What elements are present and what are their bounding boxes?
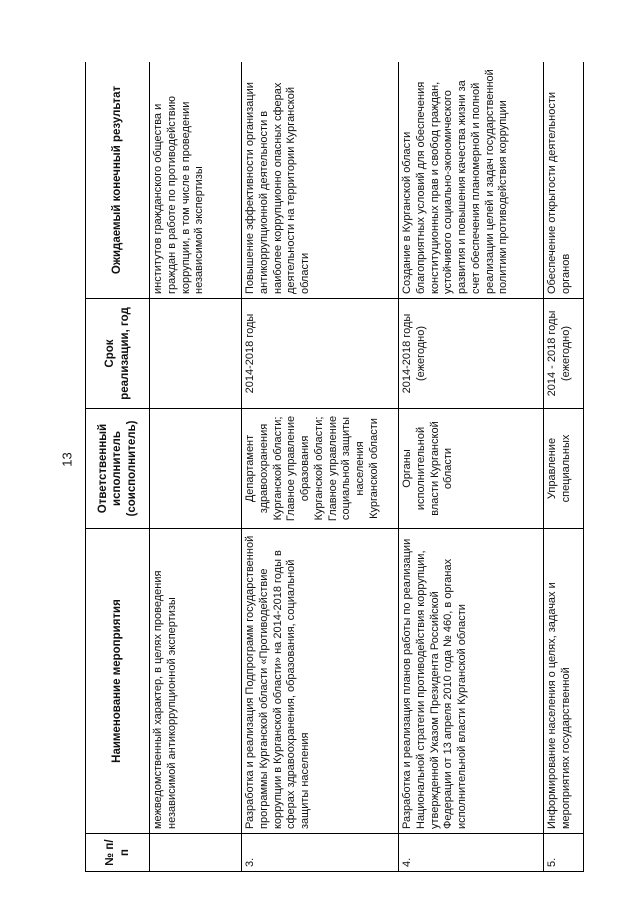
measures-table — [85, 62, 584, 872]
cell-executor: Департамент здравоохранения Курганской области; Главное управление образования Курганской области; Главное управление социальной защиты населения Курганской области — [242, 409, 399, 529]
cell-name: межведомственный характер, в целях проведения независимой антикоррупционной экспертизы — [150, 529, 242, 834]
cell-term: 2014-2018 годы — [242, 299, 399, 409]
cell-result: Создание в Курганской области благоприятных условий для обеспечения конституционных прав и свобод граждан, устойчивого социально-экономического развития и повышения качества жизни за счет обеспечения планомерной и полной реализации целей и задач государственной политики противодействия коррупции — [399, 62, 544, 299]
cell-num: 5. — [544, 834, 584, 872]
cell-num: 3. — [242, 834, 399, 872]
page-number: 13 — [59, 452, 75, 467]
header-term: Срок реализации, год — [86, 299, 150, 409]
cell-executor: Органы исполнительной власти Курганской области — [399, 409, 544, 529]
cell-num: 4. — [399, 834, 544, 872]
cell-name: Информирование населения о целях, задачах и мероприятиях государственной — [544, 529, 584, 834]
cell-executor: Управление специальных — [544, 409, 584, 529]
table-header-row — [86, 62, 150, 872]
cell-term — [150, 299, 242, 409]
cell-name: Разработка и реализация Подпрограмм государственной программы Курганской области «Противодействие коррупции в Курганской области» на 2014-2018 годы в сферах здравоохранения, образования, социальной защиты населения — [242, 529, 399, 834]
header-result: Ожидаемый конечный результат — [86, 62, 150, 299]
table-row — [150, 62, 242, 872]
cell-executor — [150, 409, 242, 529]
cell-result: институтов гражданского общества и граждан в работе по противодействию коррупции, в том числе в проведении независимой экспертизы — [150, 62, 242, 299]
header-name: Наименование мероприятия — [86, 529, 150, 834]
table-row — [399, 62, 544, 872]
cell-result: Обеспечение открытости деятельности органов — [544, 62, 584, 299]
cell-term: 2014-2018 годы (ежегодно) — [399, 299, 544, 409]
cell-term: 2014 - 2018 годы (ежегодно) — [544, 299, 584, 409]
cell-name: Разработка и реализация планов работы по реализации Национальной стратегии противодействия коррупции, утвержденной Указом Президента Российской Федерации от 13 апреля 2010 года № 460, в органах исполнительной власти Курганской области — [399, 529, 544, 834]
table-row — [242, 62, 399, 872]
cell-result: Повышение эффективности организации антикоррупционной деятельности в наиболее коррупционно опасных сферах деятельности на территории Курганской области — [242, 62, 399, 299]
table-row — [544, 62, 584, 872]
table-container — [85, 62, 615, 872]
rotated-table — [85, 62, 615, 872]
header-num: № п/п — [86, 834, 150, 872]
header-executor: Ответственный исполнитель (соисполнитель) — [86, 409, 150, 529]
cell-num — [150, 834, 242, 872]
